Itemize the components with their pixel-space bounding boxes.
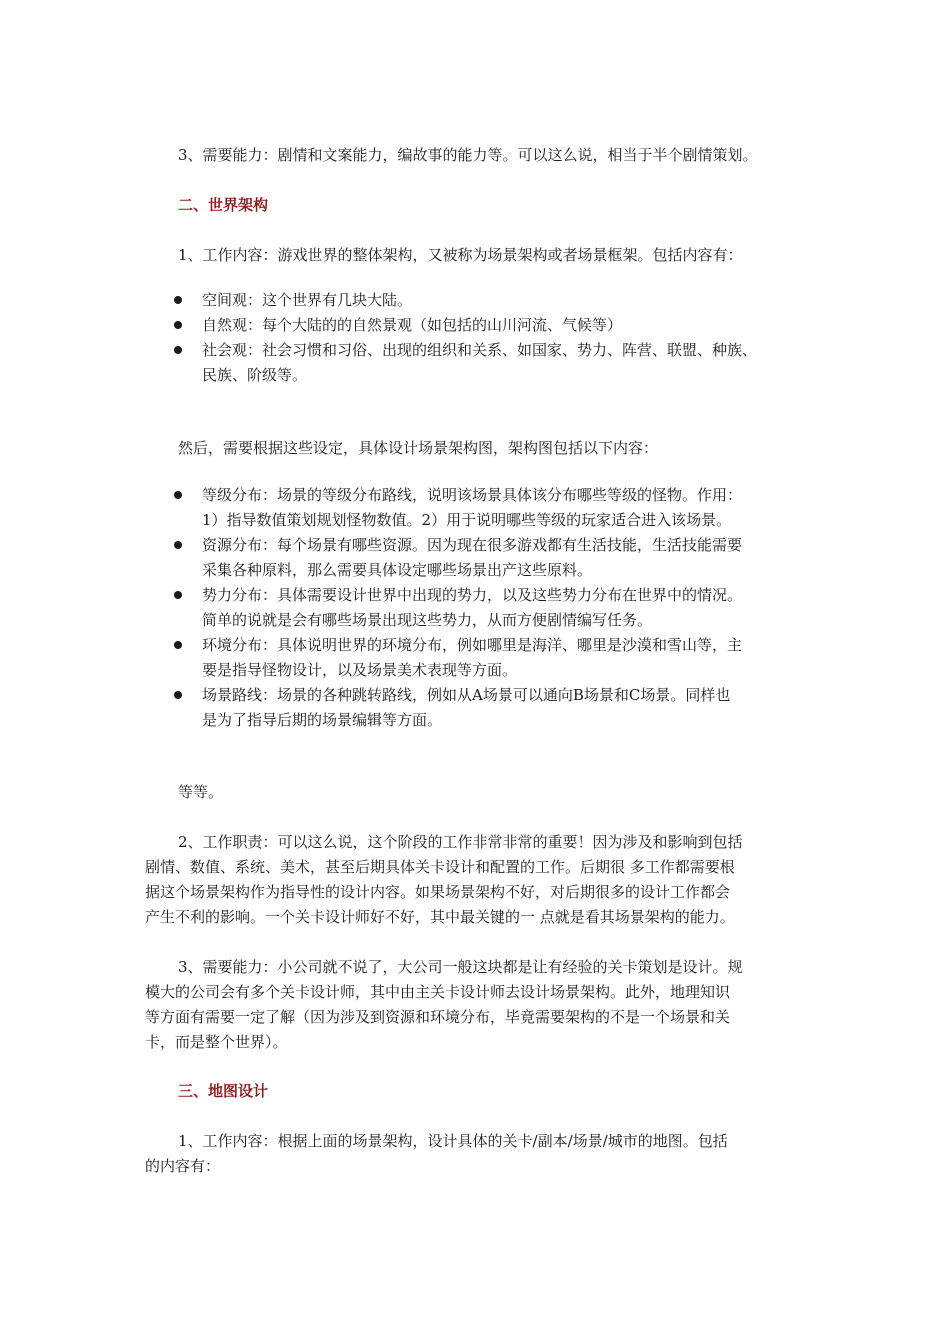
paragraph-then: 然后，需要根据这些设定，具体设计场景架构图，架构图包括以下内容：: [178, 439, 659, 457]
paragraph-ability-story: 3、需要能力：剧情和文案能力，编故事的能力等。可以这么说，相当于半个剧情策划。: [178, 146, 758, 164]
list-item-space-view: 空间观：这个世界有几块大陆。: [202, 291, 413, 309]
paragraph-work-content: 1、工作内容：游戏世界的整体架构，又被称为场景架构或者场景框架。包括内容有：: [178, 246, 743, 264]
text-line: 3、需要能力：小公司就不说了，大公司一般这块都是让有经验的关卡策划是设计。规: [178, 958, 743, 976]
bullet-dot: [174, 641, 182, 649]
text-line: 产生不利的影响。一个关卡设计师好不好，其中最关键的一 点就是看其场景架构的能力。: [145, 908, 735, 926]
text-line: 1、工作内容：根据上面的场景架构，设计具体的关卡/副本/场景/城市的地图。包括: [178, 1132, 728, 1150]
list-item-society-view: 社会观：社会习惯和习俗、出现的组织和关系、如国家、势力、阵营、联盟、种族、: [202, 341, 758, 359]
bullet-dot: [174, 321, 182, 329]
list-item-nature-view: 自然观：每个大陆的的自然景观（如包括的山川河流、气候等）: [202, 316, 623, 334]
heading-world-architecture: 二、世界架构: [178, 196, 269, 214]
list-item-faction-distribution-cont: 简单的说就是会有哪些场景出现这些势力，从而方便剧情编写任务。: [202, 611, 653, 629]
bullet-dot: [174, 591, 182, 599]
list-item-level-distribution-cont: 1）指导数值策划规划怪物数值。2）用于说明哪些等级的玩家适合进入该场景。: [202, 511, 732, 529]
list-item-society-view-cont: 民族、阶级等。: [202, 366, 308, 384]
text-line: 据这个场景架构作为指导性的设计内容。如果场景架构不好，对后期很多的设计工作都会: [145, 883, 731, 901]
text-line: 2、工作职责：可以这么说，这个阶段的工作非常非常的重要！因为涉及和影响到包括: [178, 833, 743, 851]
bullet-dot: [174, 691, 182, 699]
list-item-resource-distribution-cont: 采集各种原料，那么需要具体设定哪些场景出产这些原料。: [202, 561, 593, 579]
paragraph-etc: 等等。: [178, 783, 224, 801]
text-line: 的内容有：: [145, 1157, 221, 1175]
bullet-dot: [174, 541, 182, 549]
text-line: 卡，而是整个世界）。: [145, 1033, 288, 1051]
list-item-environment-distribution-cont: 要是指导怪物设计，以及场景美术表现等方面。: [202, 661, 518, 679]
text-line: 等方面有需要一定了解（因为涉及到资源和环境分布，毕竟需要架构的不是一个场景和关: [145, 1008, 731, 1026]
list-item-environment-distribution: 环境分布：具体说明世界的环境分布，例如哪里是海洋、哪里是沙漠和雪山等，主: [202, 636, 743, 654]
text-line: 剧情、数值、系统、美术，甚至后期具体关卡设计和配置的工作。后期很 多工作都需要根: [145, 858, 735, 876]
list-item-scene-routes-cont: 是为了指导后期的场景编辑等方面。: [202, 711, 443, 729]
bullet-dot: [174, 296, 182, 304]
list-item-level-distribution: 等级分布：场景的等级分布路线，说明该场景具体该分布哪些等级的怪物。作用：: [202, 486, 743, 504]
bullet-dot: [174, 346, 182, 354]
text-line: 模大的公司会有多个关卡设计师，其中由主关卡设计师去设计场景架构。此外，地理知识: [145, 983, 731, 1001]
list-item-resource-distribution: 资源分布：每个场景有哪些资源。因为现在很多游戏都有生活技能，生活技能需要: [202, 536, 743, 554]
list-item-faction-distribution: 势力分布：具体需要设计世界中出现的势力，以及这些势力分布在世界中的情况。: [202, 586, 743, 604]
bullet-dot: [174, 491, 182, 499]
heading-map-design: 三、地图设计: [178, 1082, 269, 1100]
list-item-scene-routes: 场景路线：场景的各种跳转路线，例如从A场景可以通向B场景和C场景。同样也: [202, 686, 731, 704]
